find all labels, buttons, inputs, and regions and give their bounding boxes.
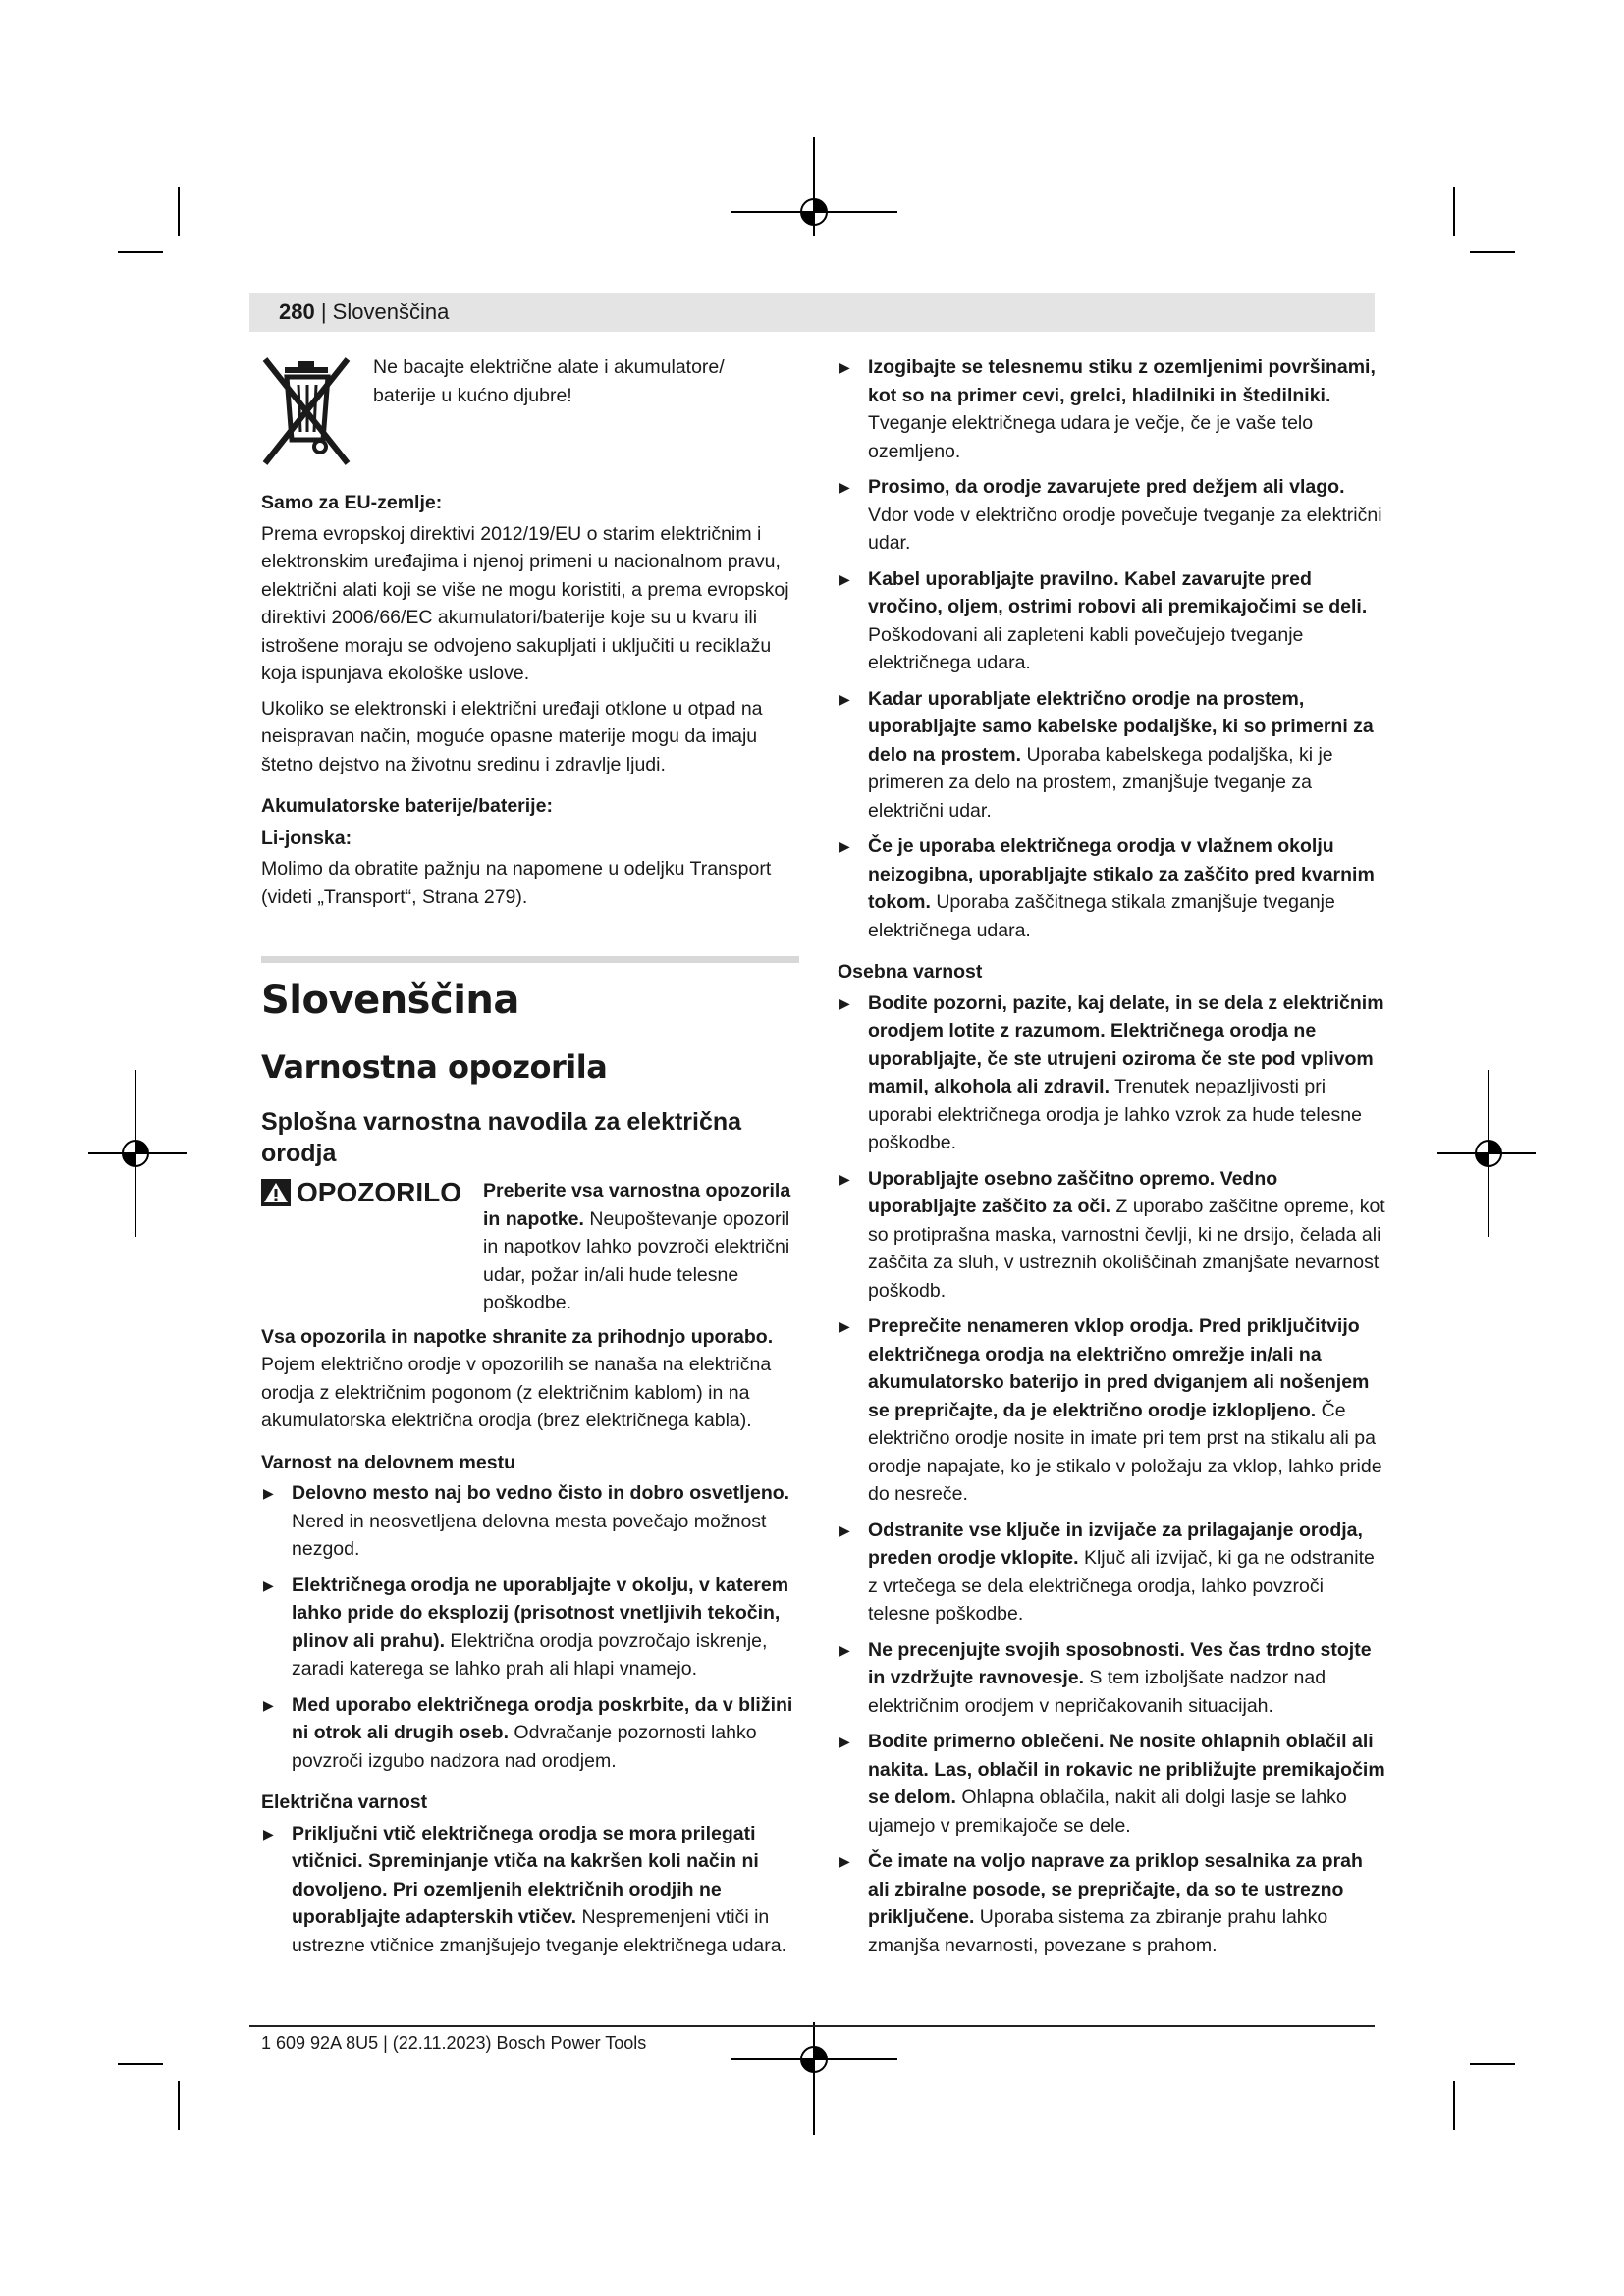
warning-text-bold: Preberite vsa varnostna opozorila in napotke. <box>483 1180 791 1230</box>
safety-heading: Varnostna opozorila <box>261 1048 608 1086</box>
list-item: ▶ Uporabljajte osebno zaščitno opremo. Vedno uporabljajte zaščito za oči. Z uporabo zaščitne opreme, kot so protiprašna maska, varnostni čevlji, ki ne drsijo, čelada ali zaščita za sluh, v ustreznih okoliščinah zmanjšate nevarnost poškodb. <box>838 1165 1387 1306</box>
workplace-heading: Varnost na delovnem mestu <box>261 1451 515 1473</box>
section-name: Slovenščina <box>332 299 450 324</box>
list-item: ▶ Odstranite vse ključe in izvijače za prilagajanje orodja, preden orodje vklopite. Ključ ali izvijač, ki ga ne odstranite z vrtečega se dela električnega orodja, lahko povzroči telesne poškodbe. <box>838 1517 1387 1629</box>
electric-list <box>261 1820 799 1960</box>
footer-rule <box>249 2025 1375 2027</box>
general-safety-heading: Splošna varnostna navodila za električna orodja <box>261 1108 742 1167</box>
list-item: ▶ Bodite pozorni, pazite, kaj delate, in se dela z električnim orodjem lotite z razumom. Električnega orodja ne uporabljajte, če ste utrujeni oziroma če ste pod vplivom mamil, alkohola ali zdravil. Trenutek nepazljivosti pri uporabi električnega orodja je lahko vzrok za hude telesne poškodbe. <box>838 989 1387 1157</box>
list-item: ▶ Ne precenjujte svojih sposobnosti. Ves čas trdno stojte in vzdržujte ravnovesje. S tem izboljšate nadzor nad električnim orodjem v nepričakovanih situacijah. <box>838 1636 1387 1721</box>
crop-mark <box>1470 251 1515 253</box>
registration-mark-left <box>88 1070 187 1237</box>
crossed-out-wheelie-bin-icon <box>261 353 353 469</box>
weee-text: Ne bacajte električne alate i akumulatore/ baterije u kućno djubre! <box>373 356 725 406</box>
registration-mark-top <box>731 137 897 236</box>
battery-heading: Akumulatorske baterije/baterije: <box>261 795 553 817</box>
crop-mark <box>178 2081 180 2130</box>
list-item: ▶ Preprečite nenameren vklop orodja. Pred priključitvijo električnega orodja na električno omrežje in/ali na akumulatorsko baterijo in pred dviganjem ali nošenjem se prepričajte, da je električno orodje izklopljeno. Če električno orodje nosite in imate pri tem prst na stikalu ali pa orodje napajate, ko je stikalo v položaju za vklop, lahko pride do nesreče. <box>838 1312 1387 1509</box>
li-ion-heading: Li-jonska: <box>261 827 352 849</box>
crop-mark <box>1453 187 1455 236</box>
warning-label: OPOZORILO <box>297 1177 461 1207</box>
warning-triangle-icon <box>261 1179 291 1206</box>
keep-instructions: Vsa opozorila in napotke shranite za prihodnjo uporabo. <box>261 1325 774 1348</box>
term-definition: Pojem električno orodje v opozorilih se nanaša na električna orodja z električnim pogonom (z električnim kablom) in na akumulatorska električna orodja (brez električnega kabla). <box>261 1354 772 1431</box>
personal-safety-heading: Osebna varnost <box>838 961 983 983</box>
language-heading: Slovenščina <box>261 978 519 1023</box>
list-item: ▶ Bodite primerno oblečeni. Ne nosite ohlapnih oblačil ali nakita. Las, oblačil in rokavic ne približujte premikajočim se delom. Ohlapna oblačila, nakit ali dolgi lasje se lahko ujamejo v premikajoče se dele. <box>838 1728 1387 1840</box>
crop-mark <box>1453 2081 1455 2130</box>
list-item: ▶ Kadar uporabljate električno orodje na prostem, uporabljajte samo kabelske podaljške, ki so primerni za delo na prostem. Uporaba kabelskega podaljška, ki je primeren za delo na prostem, zmanjšuje tveganje za električni udar. <box>838 685 1387 826</box>
list-item: ▶ Med uporabo električnega orodja poskrbite, da v bližini ni otrok ali drugih oseb. Odvračanje pozornosti lahko povzroči izgubo nadzora nad orodjem. <box>261 1691 799 1776</box>
personal-safety-list <box>838 989 1387 1960</box>
electric-heading: Električna varnost <box>261 1791 428 1813</box>
registration-mark-right <box>1437 1070 1536 1237</box>
warning-signal-word <box>261 1179 461 1207</box>
workplace-list <box>261 1479 799 1775</box>
section-divider <box>261 956 799 963</box>
warning-text-rest: Neupoštevanje opozoril in napotkov lahko povzroči električni udar, požar in/ali hude telesne poškodbe. <box>483 1207 790 1313</box>
left-column <box>261 353 799 1967</box>
crop-mark <box>118 2063 163 2065</box>
list-item: ▶ Kabel uporabljajte pravilno. Kabel zavarujte pred vročino, oljem, ostrimi robovi ali premikajočimi se deli. Poškodovani ali zapleteni kabli povečujejo tveganje električnega udara. <box>838 565 1387 677</box>
crop-mark <box>1470 2063 1515 2065</box>
electric-list-continued <box>838 353 1387 944</box>
eu-paragraph-2: Ukoliko se elektronski i električni uređaji otklone u otpad na neispravan način, moguće opasne materije mogu da imaju štetno dejstvo na životnu sredinu i zdravlje ljudi. <box>261 697 763 775</box>
footer-text: 1 609 92A 8U5 | (22.11.2023) Bosch Power Tools <box>261 2033 647 2053</box>
list-item: ▶ Priključni vtič električnega orodja se mora prilegati vtičnici. Spreminjanje vtiča na kakršen koli način ni dovoljeno. Pri ozemljenih električnih orodjih ne uporabljajte adapterskih vtičev. Nespremenjeni vtiči in ustrezne vtičnice zmanjšujejo tveganje električnega udara. <box>261 1820 799 1960</box>
li-ion-text: Molimo da obratite pažnju na napomene u odeljku Transport (videti „Transport“, Strana 279). <box>261 858 772 908</box>
page-number: 280 <box>279 299 315 324</box>
list-item: ▶ Električnega orodja ne uporabljajte v okolju, v katerem lahko pride do eksplozij (prisotnost vnetljivih tekočin, plinov ali prahu). Električna orodja povzročajo iskrenje, zaradi katerega se lahko prah ali hlapi vnamejo. <box>261 1572 799 1683</box>
list-item: ▶ Prosimo, da orodje zavarujete pred dežjem ali vlago. Vdor vode v električno orodje povečuje tveganje za električni udar. <box>838 473 1387 558</box>
warning-text <box>483 1177 799 1317</box>
list-item: ▶ Če imate na voljo naprave za priklop sesalnika za prah ali zbiralne posode, se prepričajte, da so te ustrezno priključene. Uporaba sistema za zbiranje prahu lahko zmanjša nevarnosti, povezane s prahom. <box>838 1847 1387 1959</box>
page-header <box>249 293 1375 332</box>
weee-notice <box>261 353 799 469</box>
list-item: ▶ Izogibajte se telesnemu stiku z ozemljenimi površinami, kot so na primer cevi, grelci, hladilniki in štedilniki. Tveganje električnega udara je večje, če je vaše telo ozemljeno. <box>838 353 1387 465</box>
right-column <box>838 353 1387 1967</box>
registration-mark-bottom <box>731 2022 897 2135</box>
warning-block <box>261 1177 799 1317</box>
eu-paragraph-1: Prema evropskoj direktivi 2012/19/EU o starim električnim i elektronskim uređajima i njenoj primeni u nacionalnom pravu, električni alati koji se više ne mogu koristiti, a prema evropskoj direktivi 2006/66/EC akumulatori/baterije koje su u kvaru ili istrošene moraju se odvojeno sakupljati i uključiti u reciklažu koja ispunjava ekološke uslove. <box>261 522 789 684</box>
list-item: ▶ Če je uporaba električnega orodja v vlažnem okolju neizogibna, uporabljajte stikalo za zaščito pred kvarnim tokom. Uporaba zaščitnega stikala zmanjšuje tveganje električnega udara. <box>838 832 1387 944</box>
eu-heading: Samo za EU-zemlje: <box>261 492 443 513</box>
crop-mark <box>118 251 163 253</box>
crop-mark <box>178 187 180 236</box>
page-header-text: 280 | Slovenščina <box>279 299 450 324</box>
list-item: ▶ Delovno mesto naj bo vedno čisto in dobro osvetljeno. Nered in neosvetljena delovna mesta povečajo možnost nezgod. <box>261 1479 799 1564</box>
